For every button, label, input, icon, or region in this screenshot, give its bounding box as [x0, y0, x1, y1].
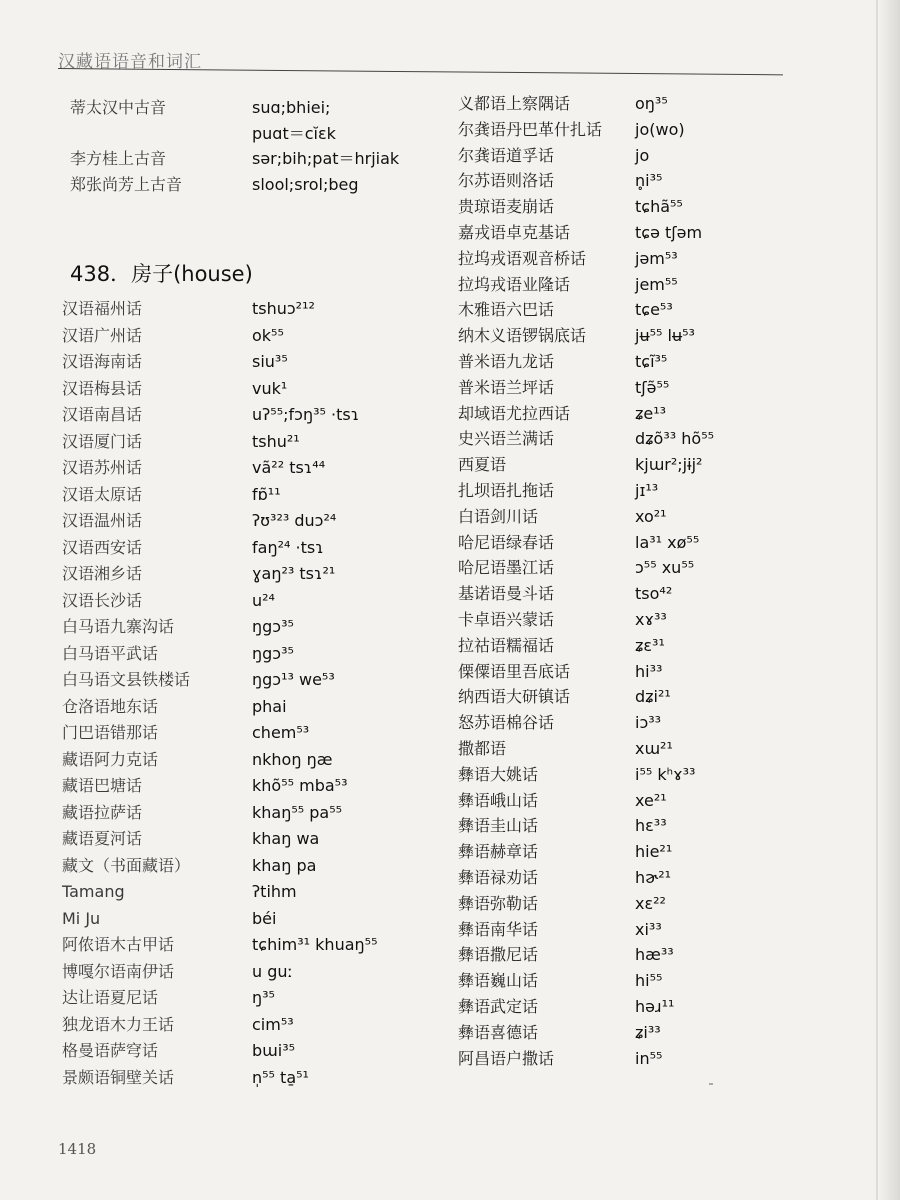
language-label: 彝语圭山话	[458, 816, 539, 836]
word-form: tshu²¹	[252, 431, 300, 451]
language-label: 藏语拉萨话	[62, 802, 143, 822]
language-label: 藏语阿力克话	[62, 749, 159, 769]
language-label: 彝语喜德话	[458, 1022, 539, 1042]
language-label: 景颇语铜壁关话	[62, 1067, 175, 1087]
word-form: hɚ²¹	[635, 868, 672, 887]
word-form: ɣaŋ²³ tsɿ²¹	[252, 564, 336, 583]
word-form: ŋgɔ¹³ we⁵³	[252, 670, 335, 689]
word-form: xo²¹	[635, 506, 667, 526]
word-form: uʔ⁵⁵;fɔŋ³⁵ ·tsɿ	[252, 405, 360, 424]
word-form: tshuɔ²¹²	[252, 299, 315, 318]
language-label: 哈尼语绿春话	[458, 532, 555, 552]
page-shadow	[878, 0, 900, 1200]
language-label: 达让语夏尼话	[62, 988, 159, 1007]
language-label: 格曼语萨穹话	[62, 1041, 159, 1060]
word-form: ʑɛ³¹	[635, 635, 665, 655]
word-form: khõ⁵⁵ mba⁵³	[252, 776, 348, 795]
language-label: 义都语上察隅话	[458, 94, 571, 113]
language-label: 汉语西安话	[62, 537, 143, 557]
word-form: u²⁴	[252, 590, 275, 610]
language-label: 尔龚语丹巴革什扎话	[458, 119, 603, 139]
language-label: 彝语巍山话	[458, 971, 539, 991]
word-form: tʃə̃⁵⁵	[635, 377, 670, 397]
word-form: n̩⁵⁵ ta̱⁵¹	[252, 1067, 309, 1087]
language-label: 汉语南昌话	[62, 405, 143, 424]
word-form: bɯi³⁵	[252, 1041, 296, 1060]
word-form: la³¹ xø⁵⁵	[635, 532, 700, 552]
language-label: 汉语福州话	[62, 299, 143, 318]
language-label: 白语剑川话	[458, 506, 539, 526]
scan-speck	[709, 1083, 713, 1085]
word-form: sər;bih;pat＝hrjiak	[252, 149, 400, 168]
language-label: 卡卓语兴蒙话	[458, 610, 555, 629]
language-label: 彝语武定话	[458, 997, 539, 1016]
word-form: xɤ³³	[635, 610, 667, 629]
language-label: 白马语文县铁楼话	[62, 670, 191, 689]
language-label: 汉语苏州话	[62, 458, 143, 477]
word-form: i⁵⁵ kʰɤ³³	[635, 764, 696, 784]
word-form: ʔtihm	[252, 882, 297, 901]
word-form: jɪ¹³	[635, 481, 659, 500]
language-label: 白马语九寨沟话	[62, 617, 175, 636]
word-form: dʑõ³³ hõ⁵⁵	[635, 429, 715, 449]
word-form: hi⁵⁵	[635, 971, 663, 991]
language-label: 仓洛语地东话	[62, 696, 159, 716]
language-label: 郑张尚芳上古音	[70, 174, 183, 194]
word-form: hi³³	[635, 661, 663, 681]
word-form: jem⁵⁵	[635, 274, 678, 294]
word-form: khaŋ pa	[252, 855, 317, 875]
language-label: 彝语峨山话	[458, 790, 539, 810]
word-form: tso⁴²	[635, 584, 673, 604]
page-number: 1418	[58, 1140, 97, 1158]
section-title: 438．房子(house)	[70, 262, 253, 286]
language-label: 彝语赫章话	[458, 842, 539, 862]
language-label: 藏文（书面藏语）	[62, 855, 191, 875]
language-label: 嘉戎语卓克基话	[458, 223, 571, 242]
language-label: 独龙语木力王话	[62, 1014, 175, 1034]
word-form: nkhoŋ ŋæ	[252, 749, 333, 769]
word-form: tɕhã⁵⁵	[635, 197, 683, 217]
word-form: kjɯr²;jɨj²	[635, 455, 703, 475]
language-label: 彝语南华话	[458, 919, 539, 939]
language-label: 傈僳语里吾底话	[458, 661, 571, 681]
word-form: xe²¹	[635, 790, 667, 810]
language-label: 蒂太汉中古音	[70, 98, 167, 117]
word-form: vã²² tsɿ⁴⁴	[252, 458, 326, 477]
language-label: 博嘎尔语南伊话	[62, 961, 175, 981]
language-label: 汉语长沙话	[62, 590, 143, 610]
word-form: fɒ̃¹¹	[252, 484, 281, 504]
language-label: 门巴语错那话	[62, 723, 159, 742]
language-label: 李方桂上古音	[70, 149, 167, 168]
language-label: 藏语巴塘话	[62, 776, 143, 795]
word-form: iɔ³³	[635, 713, 662, 733]
language-label: 西夏语	[458, 455, 507, 475]
word-form: suɑ;bhiei;	[252, 98, 331, 117]
language-label: 彝语弥勒话	[458, 893, 539, 913]
language-label: 纳西语大研镇话	[458, 687, 571, 707]
language-label: 阿昌语户撒话	[458, 1048, 555, 1068]
language-label: 普米语九龙话	[458, 352, 555, 371]
language-label: 拉祜语糯福话	[458, 635, 555, 655]
language-label: 汉语厦门话	[62, 431, 143, 451]
language-label: Mi Ju	[62, 908, 101, 928]
word-form: ŋgɔ³⁵	[252, 617, 294, 636]
language-label: 基诺语曼斗话	[458, 584, 555, 604]
word-form: tɕhim³¹ khuaŋ⁵⁵	[252, 935, 378, 954]
word-form: ŋgɔ³⁵	[252, 643, 294, 663]
word-form: n̥i³⁵	[635, 171, 663, 191]
language-label: 扎坝语扎拖话	[458, 481, 555, 500]
language-label: 纳木义语锣锅底话	[458, 326, 587, 346]
language-label: 汉语梅县话	[62, 378, 143, 398]
word-form: puɑt＝cĭɛk	[252, 123, 336, 143]
language-label: 哈尼语墨江话	[458, 558, 555, 578]
word-form: khaŋ⁵⁵ pa⁵⁵	[252, 802, 343, 822]
word-form: ŋ³⁵	[252, 988, 275, 1007]
word-form: in⁵⁵	[635, 1048, 663, 1068]
language-label: 汉语广州话	[62, 325, 143, 345]
word-form: xi³³	[635, 919, 662, 939]
language-label: 阿侬语木古甲话	[62, 935, 175, 954]
language-label: 汉语湘乡话	[62, 564, 143, 583]
word-form: jo(wo)	[635, 119, 685, 139]
word-form: slool;srol;beg	[252, 174, 359, 194]
language-label: 木雅语六巴话	[458, 300, 555, 320]
language-label: 史兴语兰满话	[458, 429, 555, 449]
word-form: ɔ⁵⁵ xu⁵⁵	[635, 558, 695, 578]
language-label: 尔苏语则洛话	[458, 171, 555, 191]
word-form: phai	[252, 696, 287, 716]
word-form: béi	[252, 908, 277, 928]
word-form: chem⁵³	[252, 723, 310, 742]
word-form: tɕe⁵³	[635, 300, 673, 320]
word-form: xɛ²²	[635, 893, 666, 913]
language-label: 彝语大姚话	[458, 764, 539, 784]
word-form: tɕĩ³⁵	[635, 352, 668, 371]
language-label: 拉坞戎语业隆话	[458, 274, 571, 294]
language-label: 汉语太原话	[62, 484, 143, 504]
language-label: 怒苏语棉谷话	[458, 713, 555, 733]
word-form: jo	[635, 145, 650, 165]
word-form: vuk¹	[252, 378, 288, 398]
word-form: ok⁵⁵	[252, 325, 284, 345]
word-form: khaŋ wa	[252, 829, 320, 848]
language-label: 彝语撒尼话	[458, 945, 539, 965]
word-form: ʔʊ³²³ duɔ²⁴	[252, 511, 337, 530]
word-form: jəm⁵³	[635, 248, 678, 268]
language-label: 拉坞戎语观音桥话	[458, 248, 587, 268]
word-form: siu³⁵	[252, 352, 288, 371]
language-label: Tamang	[62, 882, 125, 901]
word-form: faŋ²⁴ ·tsɿ	[252, 537, 324, 557]
language-label: 藏语夏河话	[62, 829, 143, 848]
word-form: u guː	[252, 961, 293, 981]
word-form: hæ³³	[635, 945, 674, 965]
word-form: hie²¹	[635, 842, 673, 862]
word-form: tɕə tʃəm	[635, 223, 703, 242]
language-label: 白马语平武话	[62, 643, 159, 663]
language-label: 撒都语	[458, 739, 507, 758]
language-label: 尔龚语道孚话	[458, 145, 555, 165]
word-form: xɯ²¹	[635, 739, 673, 758]
word-form: həɹ¹¹	[635, 997, 675, 1016]
running-head: 汉藏语语音和词汇	[58, 52, 202, 72]
word-form: dʑi²¹	[635, 687, 671, 707]
language-label: 普米语兰坪话	[458, 377, 555, 397]
word-form: cim⁵³	[252, 1014, 294, 1034]
word-form: hɛ³³	[635, 816, 667, 836]
word-form: ʑi³³	[635, 1022, 661, 1042]
language-label: 彝语禄劝话	[458, 868, 539, 887]
word-form: ʑe¹³	[635, 403, 667, 423]
language-label: 却域语尤拉西话	[458, 403, 571, 423]
language-label: 汉语温州话	[62, 511, 143, 530]
word-form: jʉ⁵⁵ lʉ⁵³	[635, 326, 695, 346]
language-label: 贵琼语麦崩话	[458, 197, 555, 217]
language-label: 汉语海南话	[62, 352, 143, 371]
word-form: oŋ³⁵	[635, 94, 668, 113]
